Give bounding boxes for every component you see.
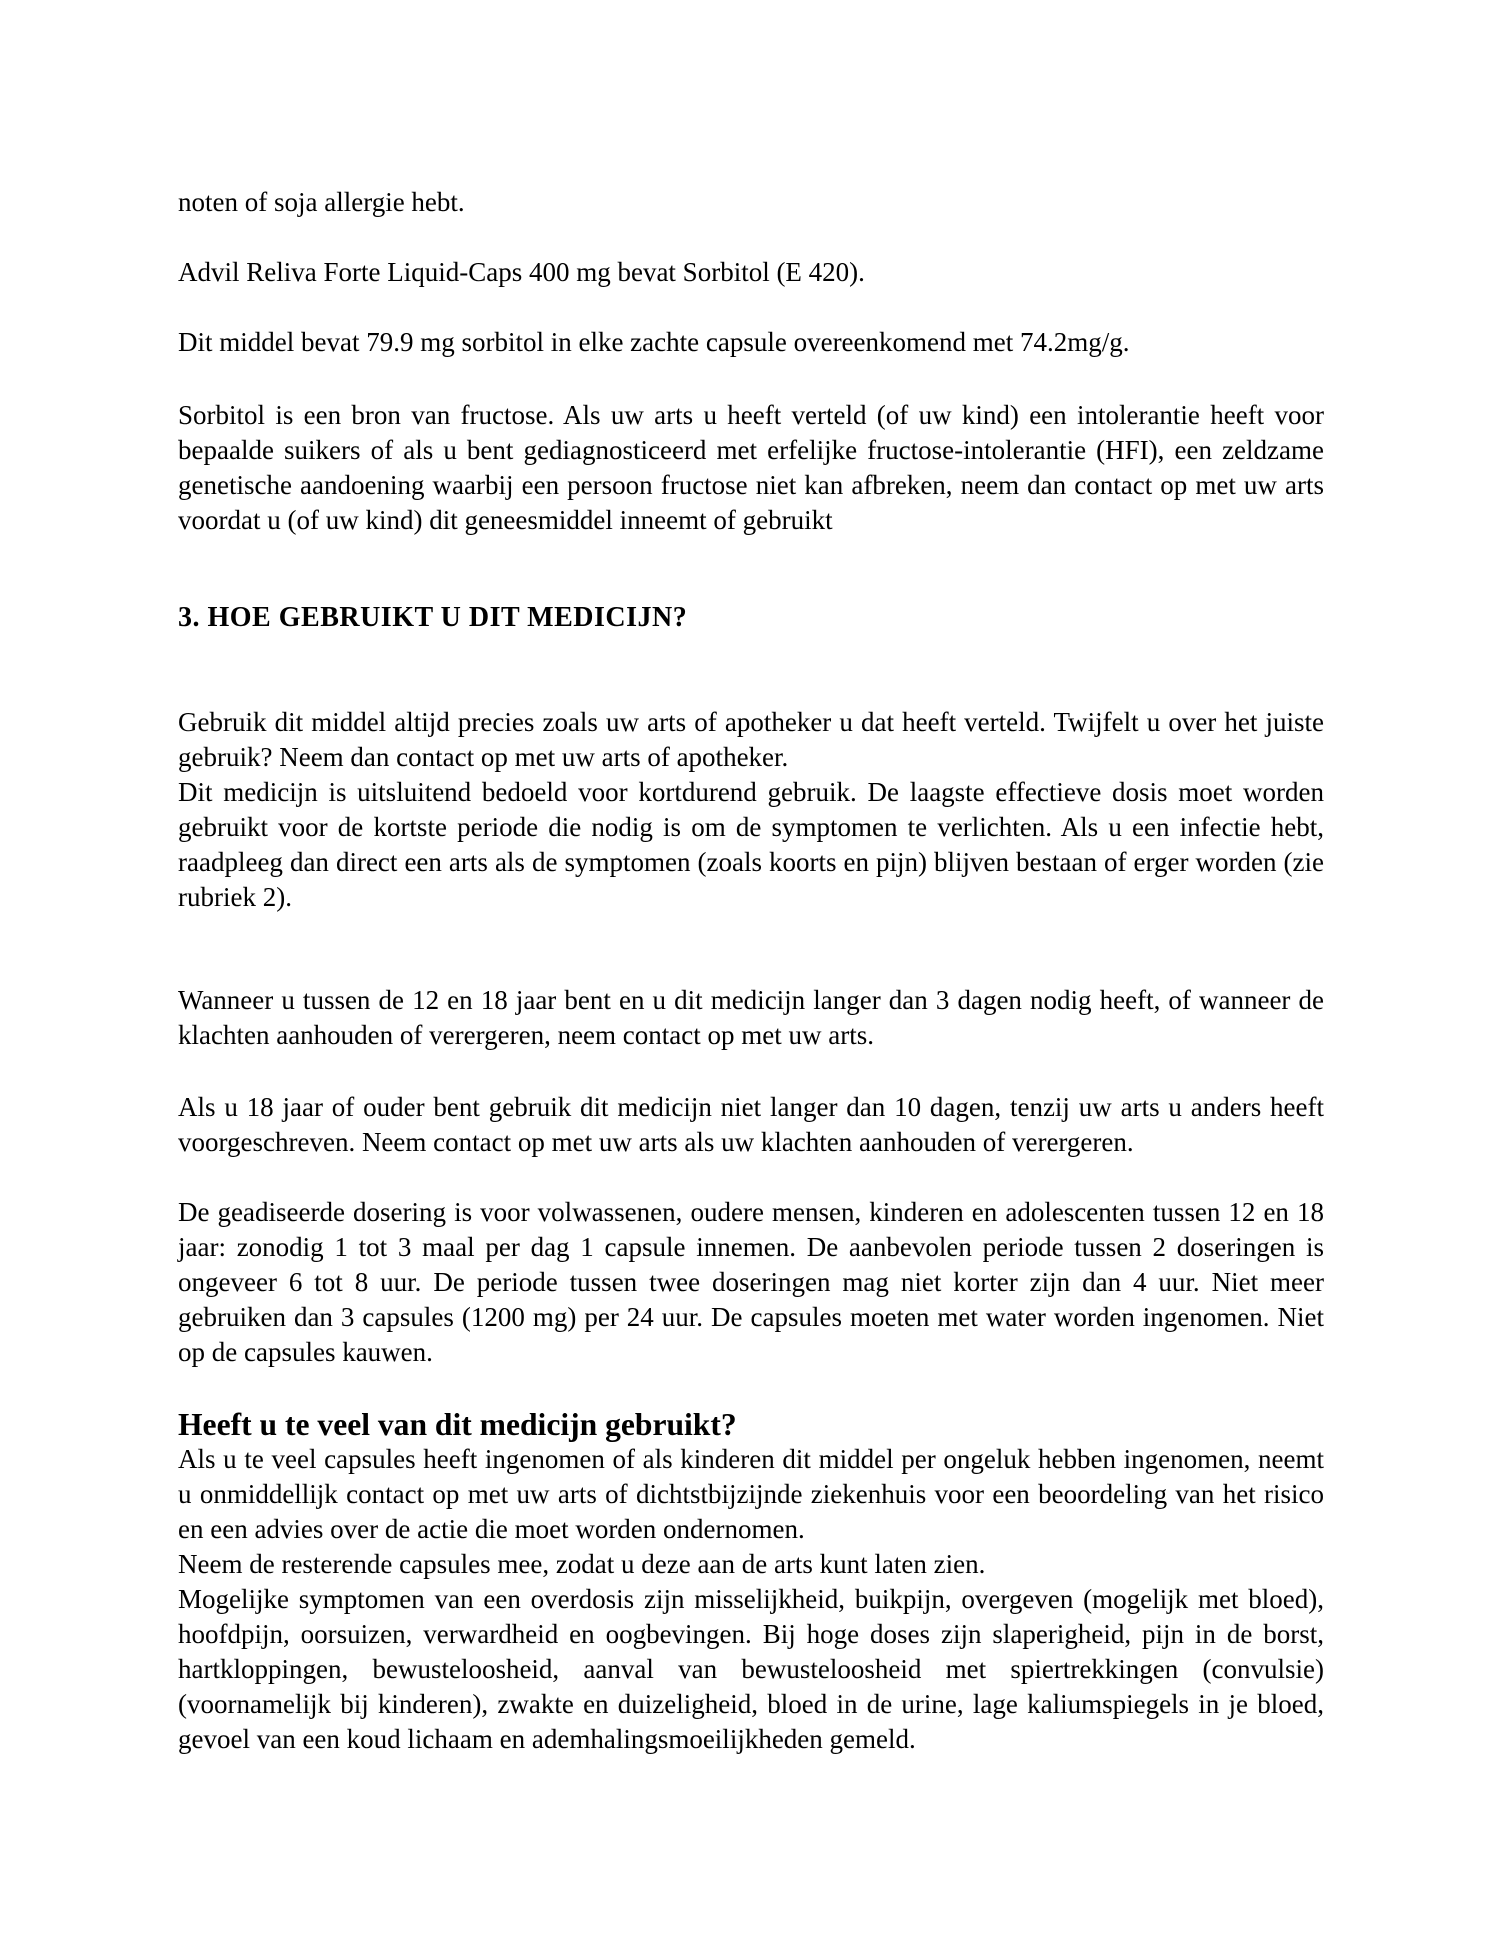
- section-heading-hoe-gebruikt: 3. HOE GEBRUIKT U DIT MEDICIJN?: [178, 602, 688, 633]
- line-advil-sorbitol: Advil Reliva Forte Liquid-Caps 400 mg bevat Sorbitol (E 420).: [178, 257, 865, 287]
- paragraph-sorbitol-fructose: Sorbitol is een bron van fructose. Als uw arts u heeft verteld (of uw kind) een intolerantie heeft voor bepaalde suikers of als u bent gediagnosticeerd met erfelijke fructose-intolerantie (HFI), een zeldzame genetische aandoening waarbij een persoon fructose niet kan afbreken, neem dan contact op met uw arts voordat u (of uw kind) dit geneesmiddel inneemt of gebruikt: [178, 400, 1324, 535]
- subheading-te-veel-gebruikt: Heeft u te veel van dit medicijn gebruikt?: [178, 1407, 737, 1442]
- paragraph-resterende-capsules: Neem de resterende capsules mee, zodat u deze aan de arts kunt laten zien.: [178, 1549, 986, 1579]
- line-allergy: noten of soja allergie hebt.: [178, 187, 465, 217]
- line-sorbitol-amount: Dit middel bevat 79.9 mg sorbitol in elke zachte capsule overeenkomend met 74.2mg/g.: [178, 327, 1130, 357]
- paragraph-overdosis-contact: Als u te veel capsules heeft ingenomen of als kinderen dit middel per ongeluk hebben ingenomen, neemt u onmiddellijk contact op met uw arts of dichtstbijzijnde ziekenhuis voor een beoordeling van het risico en een advies over de actie die moet worden ondernomen.: [178, 1444, 1324, 1544]
- paragraph-kortdurend-gebruik: Dit medicijn is uitsluitend bedoeld voor kortdurend gebruik. De laagste effectieve dosis moet worden gebruikt voor de kortste periode die nodig is om de symptomen te verlichten. Als u een infectie hebt, raadpleeg dan direct een arts als de symptomen (zoals koorts en pijn) blijven bestaan of erger worden (zie rubriek 2).: [178, 777, 1324, 912]
- paragraph-gebruik-advies: Gebruik dit middel altijd precies zoals uw arts of apotheker u dat heeft verteld. Twijfelt u over het juiste gebruik? Neem dan contact op met uw arts of apotheker.: [178, 707, 1324, 772]
- paragraph-dosering: De geadiseerde dosering is voor volwassenen, oudere mensen, kinderen en adolescenten tussen 12 en 18 jaar: zonodig 1 tot 3 maal per dag 1 capsule innemen. De aanbevolen periode tussen 2 doseringen is ongeveer 6 tot 8 uur. De periode tussen twee doseringen mag niet korter zijn dan 4 uur. Niet meer gebruiken dan 3 capsules (1200 mg) per 24 uur. De capsules moeten met water worden ingenomen. Niet op de capsules kauwen.: [178, 1197, 1324, 1367]
- paragraph-overdosis-symptomen: Mogelijke symptomen van een overdosis zijn misselijkheid, buikpijn, overgeven (mogelijk met bloed), hoofdpijn, oorsuizen, verwardheid en oogbevingen. Bij hoge doses zijn slaperigheid, pijn in de borst, hartkloppingen, bewusteloosheid, aanval van bewusteloosheid met spiertrekkingen (convulsie) (voornamelijk bij kinderen), zwakte en duizeligheid, bloed in de urine, lage kaliumspiegels in je bloed, gevoel van een koud lichaam en ademhalingsmoeilijkheden gemeld.: [178, 1584, 1324, 1754]
- paragraph-18-ouder: Als u 18 jaar of ouder bent gebruik dit medicijn niet langer dan 10 dagen, tenzij uw arts u anders heeft voorgeschreven. Neem contact op met uw arts als uw klachten aanhouden of verergeren.: [178, 1092, 1324, 1157]
- paragraph-12-18-jaar: Wanneer u tussen de 12 en 18 jaar bent en u dit medicijn langer dan 3 dagen nodig heeft, of wanneer de klachten aanhouden of verergeren, neem contact op met uw arts.: [178, 985, 1324, 1050]
